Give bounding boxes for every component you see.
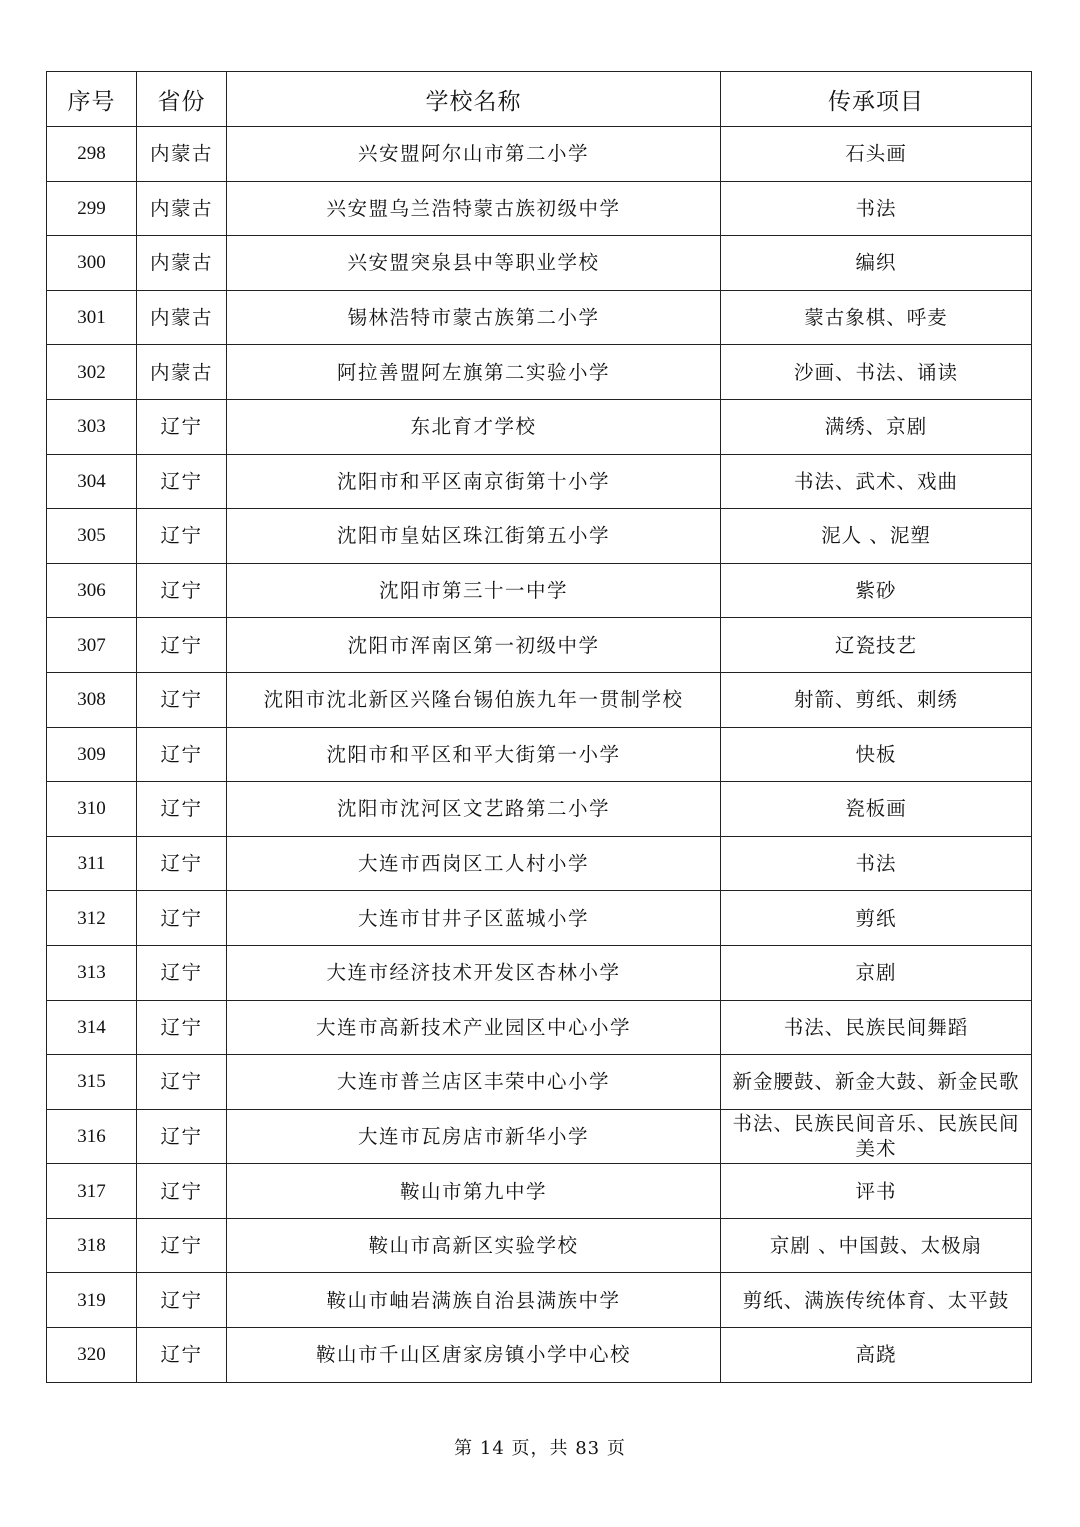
cell-heritage-project: 书法、武术、戏曲 bbox=[721, 454, 1032, 509]
table-row bbox=[47, 1055, 1032, 1110]
school-list-table bbox=[46, 71, 1032, 1383]
cell-heritage-project: 紫砂 bbox=[721, 563, 1032, 618]
cell-index: 300 bbox=[47, 236, 137, 291]
cell-index: 304 bbox=[47, 454, 137, 509]
cell-index: 314 bbox=[47, 1000, 137, 1055]
cell-school-name: 阿拉善盟阿左旗第二实验小学 bbox=[227, 345, 721, 400]
cell-index: 299 bbox=[47, 181, 137, 236]
cell-province: 辽宁 bbox=[137, 836, 227, 891]
cell-heritage-project: 泥人 、泥塑 bbox=[721, 509, 1032, 564]
cell-index: 309 bbox=[47, 727, 137, 782]
table-row bbox=[47, 454, 1032, 509]
cell-heritage-project: 快板 bbox=[721, 727, 1032, 782]
cell-index: 303 bbox=[47, 399, 137, 454]
table-row bbox=[47, 127, 1032, 182]
cell-index: 317 bbox=[47, 1164, 137, 1219]
table-row bbox=[47, 1109, 1032, 1164]
table-row bbox=[47, 236, 1032, 291]
cell-index: 312 bbox=[47, 891, 137, 946]
cell-index: 315 bbox=[47, 1055, 137, 1110]
cell-province: 辽宁 bbox=[137, 891, 227, 946]
table-body bbox=[47, 127, 1032, 1383]
table-row bbox=[47, 672, 1032, 727]
cell-heritage-project: 京剧 、中国鼓、太极扇 bbox=[721, 1218, 1032, 1273]
table-row bbox=[47, 782, 1032, 837]
cell-heritage-project: 射箭、剪纸、刺绣 bbox=[721, 672, 1032, 727]
cell-heritage-project: 京剧 bbox=[721, 945, 1032, 1000]
cell-province: 内蒙古 bbox=[137, 236, 227, 291]
table-row bbox=[47, 1328, 1032, 1383]
cell-province: 辽宁 bbox=[137, 1109, 227, 1164]
cell-school-name: 鞍山市高新区实验学校 bbox=[227, 1218, 721, 1273]
table-row bbox=[47, 563, 1032, 618]
cell-school-name: 兴安盟阿尔山市第二小学 bbox=[227, 127, 721, 182]
cell-index: 298 bbox=[47, 127, 137, 182]
cell-province: 辽宁 bbox=[137, 727, 227, 782]
cell-school-name: 沈阳市第三十一中学 bbox=[227, 563, 721, 618]
header-province: 省份 bbox=[137, 72, 227, 127]
cell-province: 辽宁 bbox=[137, 509, 227, 564]
table-row bbox=[47, 1000, 1032, 1055]
cell-index: 313 bbox=[47, 945, 137, 1000]
cell-province: 辽宁 bbox=[137, 1218, 227, 1273]
cell-province: 内蒙古 bbox=[137, 290, 227, 345]
header-school-name: 学校名称 bbox=[227, 72, 721, 127]
cell-school-name: 沈阳市和平区南京街第十小学 bbox=[227, 454, 721, 509]
table-row bbox=[47, 1164, 1032, 1219]
table-row bbox=[47, 509, 1032, 564]
cell-school-name: 大连市经济技术开发区杏林小学 bbox=[227, 945, 721, 1000]
cell-province: 辽宁 bbox=[137, 618, 227, 673]
table-row bbox=[47, 1273, 1032, 1328]
cell-index: 306 bbox=[47, 563, 137, 618]
cell-heritage-project: 剪纸 bbox=[721, 891, 1032, 946]
cell-index: 308 bbox=[47, 672, 137, 727]
cell-province: 辽宁 bbox=[137, 672, 227, 727]
cell-province: 辽宁 bbox=[137, 454, 227, 509]
cell-school-name: 大连市瓦房店市新华小学 bbox=[227, 1109, 721, 1164]
table-row bbox=[47, 618, 1032, 673]
table-header-row bbox=[47, 72, 1032, 127]
cell-province: 辽宁 bbox=[137, 1273, 227, 1328]
cell-heritage-project: 满绣、京剧 bbox=[721, 399, 1032, 454]
header-heritage-project: 传承项目 bbox=[721, 72, 1032, 127]
cell-heritage-project: 高跷 bbox=[721, 1328, 1032, 1383]
cell-school-name: 锡林浩特市蒙古族第二小学 bbox=[227, 290, 721, 345]
cell-school-name: 沈阳市沈北新区兴隆台锡伯族九年一贯制学校 bbox=[227, 672, 721, 727]
cell-index: 320 bbox=[47, 1328, 137, 1383]
cell-school-name: 兴安盟突泉县中等职业学校 bbox=[227, 236, 721, 291]
cell-province: 辽宁 bbox=[137, 782, 227, 837]
cell-index: 307 bbox=[47, 618, 137, 673]
cell-index: 319 bbox=[47, 1273, 137, 1328]
cell-province: 辽宁 bbox=[137, 1328, 227, 1383]
cell-school-name: 沈阳市沈河区文艺路第二小学 bbox=[227, 782, 721, 837]
cell-province: 辽宁 bbox=[137, 1055, 227, 1110]
cell-heritage-project: 评书 bbox=[721, 1164, 1032, 1219]
cell-province: 辽宁 bbox=[137, 1000, 227, 1055]
page-number: 第 14 页，共 83 页 bbox=[454, 1438, 626, 1459]
cell-index: 302 bbox=[47, 345, 137, 400]
cell-heritage-project: 剪纸、满族传统体育、太平鼓 bbox=[721, 1273, 1032, 1328]
cell-school-name: 东北育才学校 bbox=[227, 399, 721, 454]
cell-heritage-project: 书法、民族民间舞蹈 bbox=[721, 1000, 1032, 1055]
cell-school-name: 大连市普兰店区丰荣中心小学 bbox=[227, 1055, 721, 1110]
cell-province: 辽宁 bbox=[137, 1164, 227, 1219]
header-index: 序号 bbox=[47, 72, 137, 127]
table-row bbox=[47, 891, 1032, 946]
cell-index: 305 bbox=[47, 509, 137, 564]
cell-index: 301 bbox=[47, 290, 137, 345]
cell-school-name: 鞍山市第九中学 bbox=[227, 1164, 721, 1219]
cell-province: 辽宁 bbox=[137, 563, 227, 618]
cell-school-name: 大连市西岗区工人村小学 bbox=[227, 836, 721, 891]
cell-school-name: 大连市高新技术产业园区中心小学 bbox=[227, 1000, 721, 1055]
table-row bbox=[47, 181, 1032, 236]
cell-heritage-project: 石头画 bbox=[721, 127, 1032, 182]
table-row bbox=[47, 1218, 1032, 1273]
table-row bbox=[47, 399, 1032, 454]
table-row bbox=[47, 345, 1032, 400]
cell-province: 内蒙古 bbox=[137, 127, 227, 182]
cell-index: 316 bbox=[47, 1109, 137, 1164]
table-row bbox=[47, 290, 1032, 345]
cell-heritage-project: 瓷板画 bbox=[721, 782, 1032, 837]
table-row bbox=[47, 836, 1032, 891]
table-row bbox=[47, 945, 1032, 1000]
cell-heritage-project: 辽瓷技艺 bbox=[721, 618, 1032, 673]
cell-heritage-project: 书法 bbox=[721, 836, 1032, 891]
cell-heritage-project: 蒙古象棋、呼麦 bbox=[721, 290, 1032, 345]
cell-school-name: 沈阳市浑南区第一初级中学 bbox=[227, 618, 721, 673]
cell-heritage-project: 书法、民族民间音乐、民族民间美术 bbox=[721, 1109, 1032, 1164]
cell-school-name: 鞍山市岫岩满族自治县满族中学 bbox=[227, 1273, 721, 1328]
table-row bbox=[47, 727, 1032, 782]
cell-heritage-project: 书法 bbox=[721, 181, 1032, 236]
cell-index: 318 bbox=[47, 1218, 137, 1273]
cell-school-name: 沈阳市皇姑区珠江街第五小学 bbox=[227, 509, 721, 564]
cell-school-name: 大连市甘井子区蓝城小学 bbox=[227, 891, 721, 946]
cell-school-name: 沈阳市和平区和平大街第一小学 bbox=[227, 727, 721, 782]
cell-province: 辽宁 bbox=[137, 945, 227, 1000]
cell-heritage-project: 沙画、书法、诵读 bbox=[721, 345, 1032, 400]
cell-index: 311 bbox=[47, 836, 137, 891]
cell-province: 内蒙古 bbox=[137, 181, 227, 236]
cell-school-name: 鞍山市千山区唐家房镇小学中心校 bbox=[227, 1328, 721, 1383]
cell-province: 内蒙古 bbox=[137, 345, 227, 400]
cell-heritage-project: 新金腰鼓、新金大鼓、新金民歌 bbox=[721, 1055, 1032, 1110]
cell-province: 辽宁 bbox=[137, 399, 227, 454]
cell-school-name: 兴安盟乌兰浩特蒙古族初级中学 bbox=[227, 181, 721, 236]
cell-heritage-project: 编织 bbox=[721, 236, 1032, 291]
cell-index: 310 bbox=[47, 782, 137, 837]
